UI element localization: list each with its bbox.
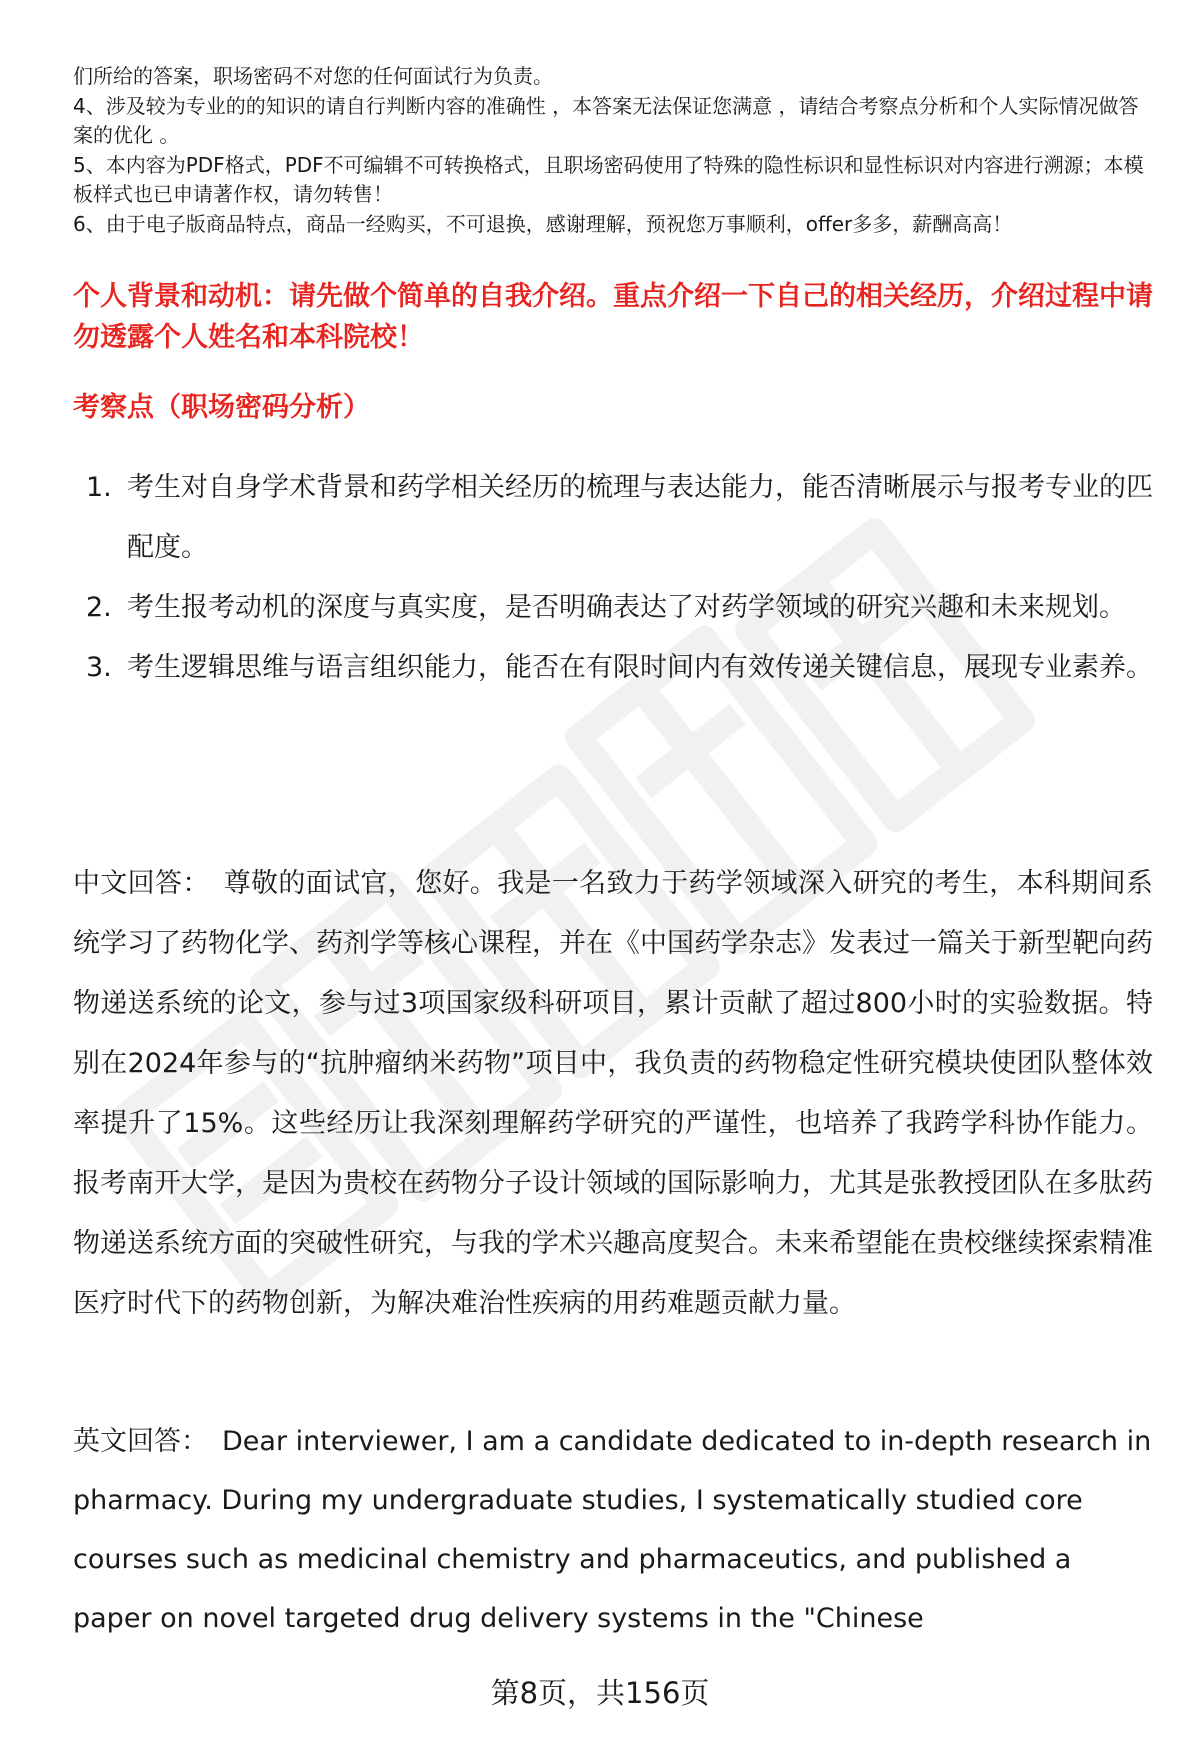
english-answer-label: 英文回答：	[73, 1426, 208, 1457]
english-answer-text: Dear interviewer, I am a candidate dedicated to in-depth research in pharmacy. During my undergraduate studies, I systematically studied core courses such as medicinal chemistry and pharmaceutics, and published a paper on novel targeted drug delivery systems in the "Chinese	[73, 1426, 1152, 1634]
point-text: 考生逻辑思维与语言组织能力，能否在有限时间内有效传递关键信息，展现专业素养。	[127, 652, 1153, 683]
point-number: 1.	[86, 472, 112, 503]
point-text: 考生报考动机的深度与真实度，是否明确表达了对药学领域的研究兴趣和未来规划。	[127, 592, 1126, 623]
note-line: 4、涉及较为专业的的知识的请自行判断内容的准确性 ，本答案无法保证您满意 ，请结合考察点分析和个人实际情况做答案的优化 。	[73, 93, 1139, 147]
page-number: 第8页，共156页	[490, 1676, 710, 1710]
disclaimer-notes	[73, 62, 1153, 239]
analysis-points	[73, 458, 1153, 698]
question-heading: 个人背景和动机：请先做个简单的自我介绍。重点介绍一下自己的相关经历，介绍过程中请勿透露个人姓名和本科院校！	[73, 281, 1153, 353]
analysis-point	[73, 458, 1153, 578]
analysis-point	[73, 578, 1153, 638]
analysis-point	[73, 638, 1153, 698]
note-line: 6、由于电子版商品特点，商品一经购买，不可退换，感谢理解，预祝您万事顺利，offer多多，薪酬高高！	[73, 211, 1013, 236]
chinese-answer-label: 中文回答：	[73, 868, 210, 899]
analysis-heading: 考察点（职场密码分析）	[73, 392, 370, 423]
english-answer	[73, 1412, 1153, 1648]
note-line: 5、本内容为PDF格式，PDF不可编辑不可转换格式，且职场密码使用了特殊的隐性标识和显性标识对内容进行溯源；本模板样式也已申请著作权，请勿转售！	[73, 152, 1144, 206]
chinese-answer	[73, 854, 1153, 1334]
point-number: 2.	[86, 592, 112, 623]
note-line: 们所给的答案，职场密码不对您的任何面试行为负责。	[73, 64, 553, 88]
chinese-answer-text: 尊敬的面试官，您好。我是一名致力于药学领域深入研究的考生，本科期间系统学习了药物化学、药剂学等核心课程，并在《中国药学杂志》发表过一篇关于新型靶向药物递送系统的论文，参与过3项国家级科研项目，累计贡献了超过800小时的实验数据。特别在2024年参与的“抗肿瘤纳米药物”项目中，我负责的药物稳定性研究模块使团队整体效率提升了15%。这些经历让我深刻理解药学研究的严谨性，也培养了我跨学科协作能力。报考南开大学，是因为贵校在药物分子设计领域的国际影响力，尤其是张教授团队在多肽药物递送系统方面的突破性研究，与我的学术兴趣高度契合。未来希望能在贵校继续探索精准医疗时代下的药物创新，为解决难治性疾病的用药难题贡献力量。	[73, 868, 1154, 1319]
point-number: 3.	[86, 652, 112, 683]
point-text: 考生对自身学术背景和药学相关经历的梳理与表达能力，能否清晰展示与报考专业的匹配度。	[127, 472, 1153, 563]
